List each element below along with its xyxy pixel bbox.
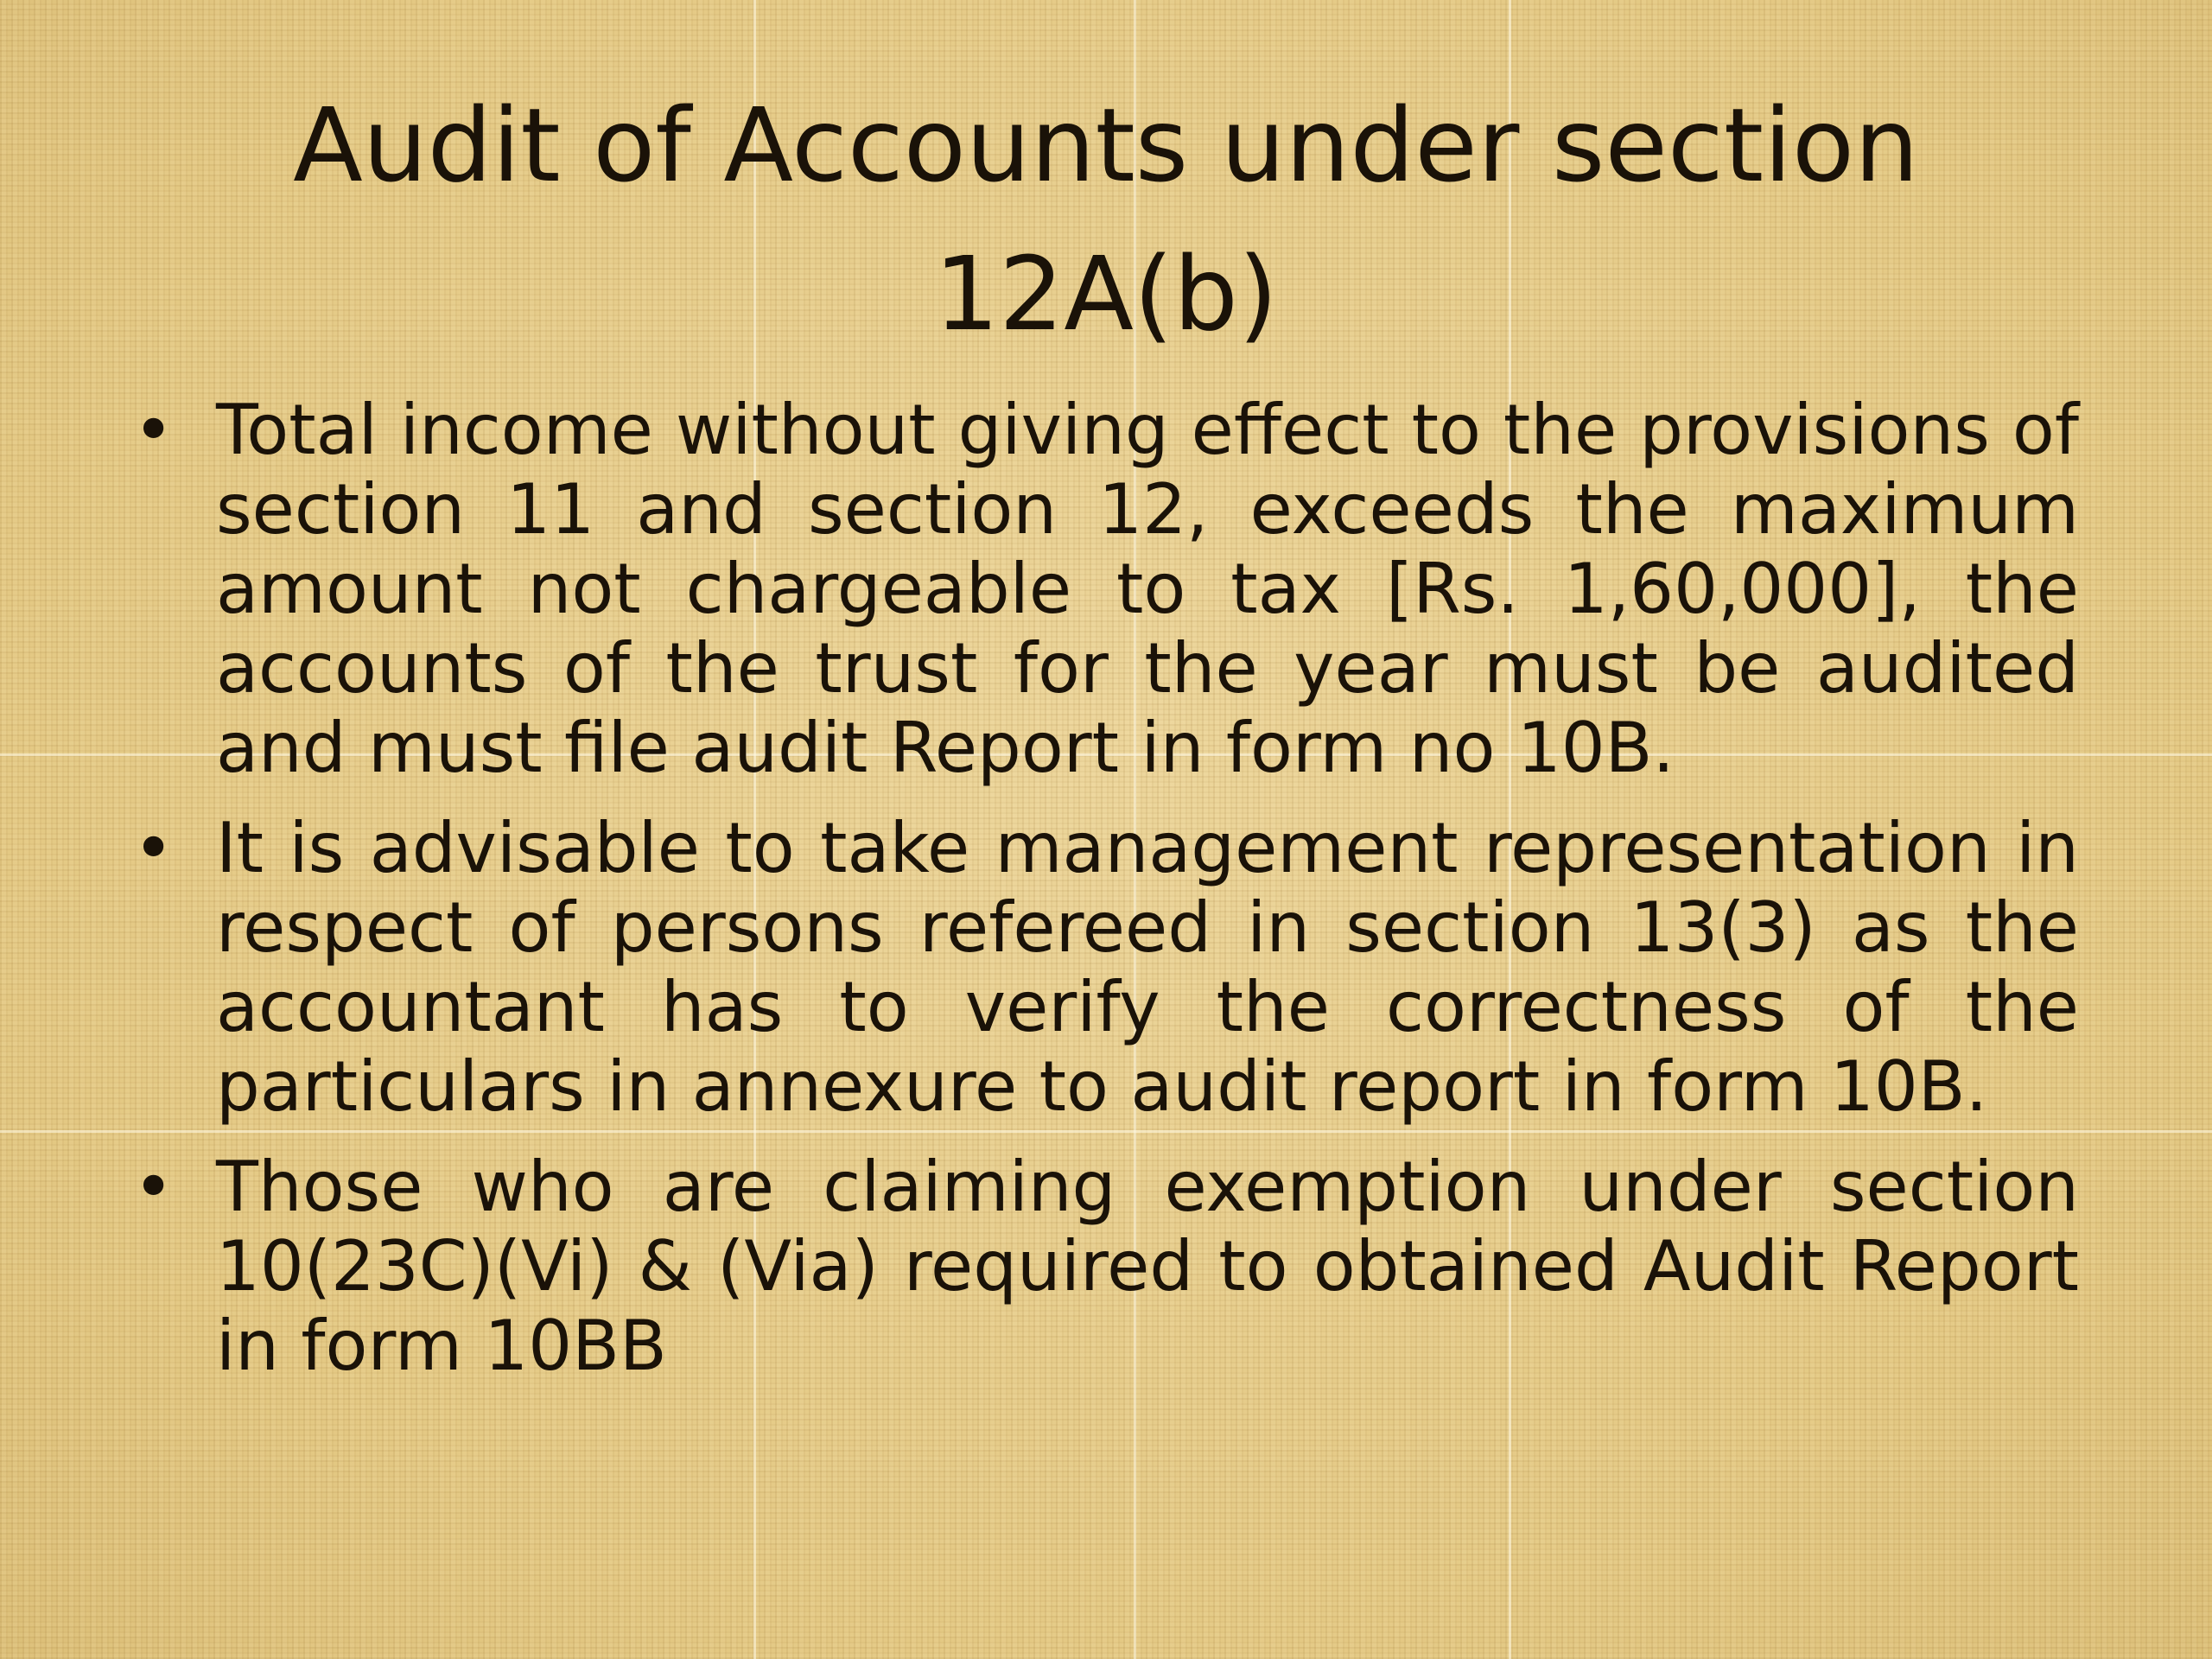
bullet-item <box>130 809 2079 1127</box>
bullet-item <box>130 391 2079 788</box>
bullet-text: Those who are claiming exemption under section 10(23C)(Vi) & (Via) required to obtained Audit Report in form 10BB <box>216 1147 2079 1386</box>
slide-title-line-2: 12A(b) <box>934 234 1278 353</box>
bullet-item <box>130 1147 2079 1386</box>
slide-title-line-1: Audit of Accounts under section <box>293 86 1919 205</box>
bullet-text: It is advisable to take management representation in respect of persons refereed in section 13(3) as the accountant has to verify the correctness of the particulars in annexure to audit report in form 10B. <box>216 808 2079 1127</box>
bullet-list <box>130 391 2079 1407</box>
bullet-marker: • <box>133 808 175 888</box>
slide-title <box>216 71 1996 368</box>
bullet-marker: • <box>133 1147 175 1227</box>
bullet-text: Total income without giving effect to the provisions of section 11 and section 12, exceeds the maximum amount not chargeable to tax [Rs. 1,60,000], the accounts of the trust for the year must be audited and must file audit Report in form no 10B. <box>216 390 2079 788</box>
bullet-marker: • <box>133 390 175 470</box>
